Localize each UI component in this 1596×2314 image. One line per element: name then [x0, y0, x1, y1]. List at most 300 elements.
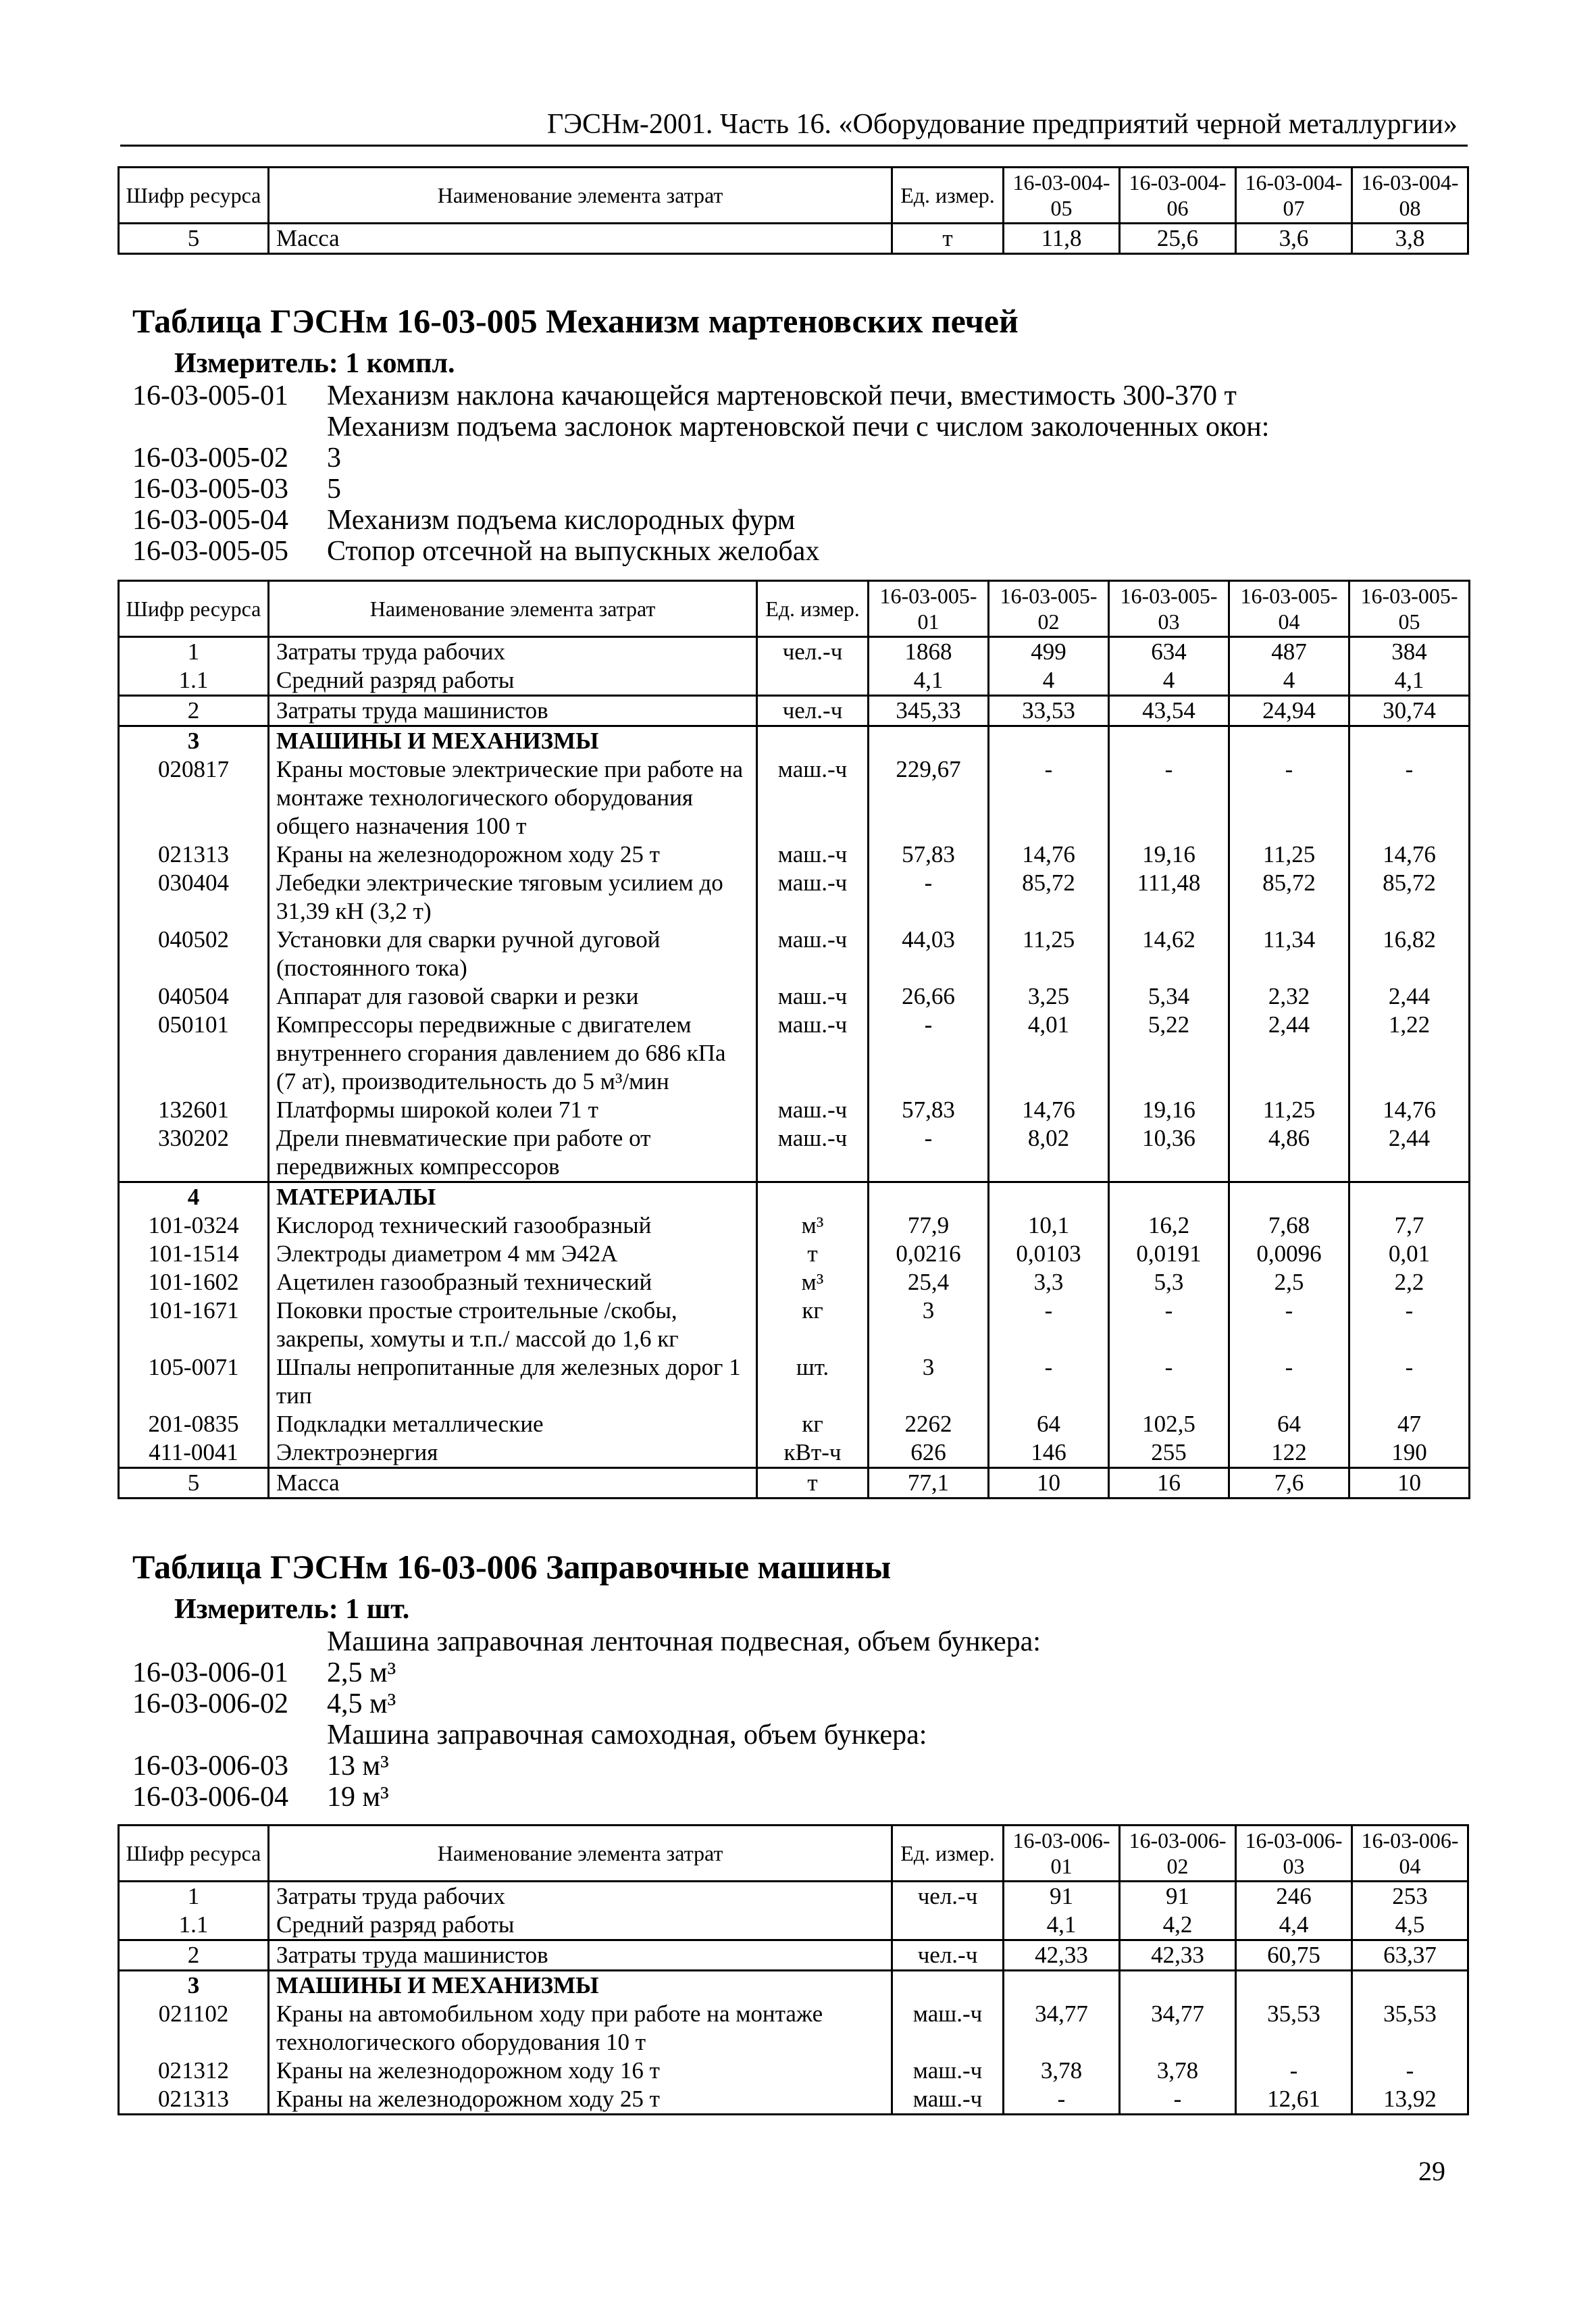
unit: т [757, 1468, 869, 1499]
table-row [119, 2000, 1468, 2057]
norm-value [1236, 1971, 1352, 2001]
norm-value: - [1109, 755, 1229, 840]
norm-value: 85,72 [1349, 869, 1470, 926]
norm-value: - [1109, 1353, 1229, 1410]
norm-value: 2262 [869, 1410, 989, 1438]
position-code: 16-03-006-03 [132, 1751, 288, 1782]
position-description: 4,5 м³ [327, 1688, 396, 1719]
norm-value [1229, 726, 1349, 756]
cost-element-name: Затраты труда машинистов [269, 1940, 892, 1971]
position-description: 3 [327, 443, 341, 474]
norm-value: 35,53 [1352, 2000, 1468, 2057]
resource-code: 1.1 [119, 666, 269, 696]
unit: т [757, 1240, 869, 1268]
col-header-name: Наименование элемента затрат [269, 581, 757, 637]
col-header-norm: 16-03-005-04 [1229, 581, 1349, 637]
resource-code: 040502 [119, 926, 269, 982]
resource-code: 101-1514 [119, 1240, 269, 1268]
table-row [119, 840, 1470, 869]
table-16-03-004-continuation [118, 166, 1469, 255]
col-header-norm: 16-03-005-03 [1109, 581, 1229, 637]
resource-code: 3 [119, 1971, 269, 2001]
col-header-norm: 16-03-004-05 [1004, 168, 1120, 224]
norm-value: 4 [989, 666, 1109, 696]
table-row [119, 1353, 1470, 1410]
position-description: 13 м³ [327, 1751, 389, 1782]
norm-value: 11,25 [1229, 840, 1349, 869]
unit: чел.-ч [892, 1940, 1004, 1971]
norm-value: 63,37 [1352, 1940, 1468, 1971]
norm-value: 229,67 [869, 755, 989, 840]
col-header-norm: 16-03-006-04 [1352, 1826, 1468, 1882]
norm-value: 77,9 [869, 1211, 989, 1240]
position-description: Машина заправочная ленточная подвесная, объем бункера: [327, 1626, 1041, 1657]
table-body [119, 1882, 1468, 2115]
table-row [119, 2085, 1468, 2115]
unit: чел.-ч [892, 1882, 1004, 1911]
cost-element-name: Лебедки электрические тяговым усилием до 31,39 кН (3,2 т) [269, 869, 757, 926]
cost-element-name: Платформы широкой колеи 71 т [269, 1096, 757, 1124]
norm-value [869, 1182, 989, 1212]
norm-value: 1868 [869, 637, 989, 667]
unit: т [892, 224, 1004, 254]
norm-value: 3 [869, 1297, 989, 1353]
col-header-norm: 16-03-004-07 [1236, 168, 1352, 224]
resource-code: 040504 [119, 982, 269, 1011]
unit [892, 1971, 1004, 2001]
norm-value: 34,77 [1120, 2000, 1236, 2057]
norm-value: 10,36 [1109, 1124, 1229, 1182]
cost-element-name: Краны на автомобильном ходу при работе на монтаже технологического оборудования 10 т [269, 2000, 892, 2057]
norm-value: 255 [1109, 1438, 1229, 1468]
table-row [119, 755, 1470, 840]
norm-value: 11,25 [1229, 1096, 1349, 1124]
norm-value: 19,16 [1109, 1096, 1229, 1124]
norm-value: 60,75 [1236, 1940, 1352, 1971]
norm-value: 0,0216 [869, 1240, 989, 1268]
table-row [119, 1882, 1468, 1911]
cost-element-name: Средний разряд работы [269, 1911, 892, 1940]
norm-value: 44,03 [869, 926, 989, 982]
norm-value: 2,44 [1229, 1011, 1349, 1096]
norm-value [989, 1182, 1109, 1212]
resource-code: 5 [119, 1468, 269, 1499]
position-code: 16-03-005-01 [132, 380, 288, 411]
norm-value: 14,76 [989, 1096, 1109, 1124]
norm-value: 4,1 [1004, 1911, 1120, 1940]
unit: маш.-ч [757, 1096, 869, 1124]
resource-code: 5 [119, 224, 269, 254]
norm-value: - [1229, 755, 1349, 840]
position-code: 16-03-005-04 [132, 505, 288, 536]
position-description: 19 м³ [327, 1782, 389, 1813]
norm-value: 91 [1120, 1882, 1236, 1911]
norm-value: 85,72 [1229, 869, 1349, 926]
table-row [119, 926, 1470, 982]
norm-value: 64 [1229, 1410, 1349, 1438]
col-header-name: Наименование элемента затрат [269, 1826, 892, 1882]
cost-element-name: Краны на железнодорожном ходу 25 т [269, 2085, 892, 2115]
norm-value: 5,34 [1109, 982, 1229, 1011]
norm-value: - [869, 1124, 989, 1182]
col-header-norm: 16-03-006-01 [1004, 1826, 1120, 1882]
norm-value: 4,1 [869, 666, 989, 696]
norm-value: 0,0191 [1109, 1240, 1229, 1268]
cost-element-name: Компрессоры передвижные с двигателем внутреннего сгорания давлением до 686 кПа (7 ат), производительность до 5 м³/мин [269, 1011, 757, 1096]
norm-value: 384 [1349, 637, 1470, 667]
norm-value: 10 [989, 1468, 1109, 1499]
norm-value: 1,22 [1349, 1011, 1470, 1096]
norm-value: - [1120, 2085, 1236, 2115]
norm-value: 19,16 [1109, 840, 1229, 869]
norm-value: 57,83 [869, 840, 989, 869]
norm-value: - [1109, 1297, 1229, 1353]
norm-value: - [989, 1297, 1109, 1353]
cost-element-name: МАТЕРИАЛЫ [269, 1182, 757, 1212]
norm-value: 42,33 [1120, 1940, 1236, 1971]
norm-value: 111,48 [1109, 869, 1229, 926]
norm-value: 2,2 [1349, 1268, 1470, 1297]
position-code: 16-03-005-05 [132, 536, 288, 567]
col-header-code: Шифр ресурса [119, 581, 269, 637]
norm-value: 47 [1349, 1410, 1470, 1438]
table-row [119, 1124, 1470, 1182]
norm-value: 8,02 [989, 1124, 1109, 1182]
norm-value: 3,78 [1120, 2057, 1236, 2085]
norm-value: 26,66 [869, 982, 989, 1011]
norm-value: 122 [1229, 1438, 1349, 1468]
col-header-code: Шифр ресурса [119, 168, 269, 224]
resource-code: 1 [119, 1882, 269, 1911]
norm-value: - [1236, 2057, 1352, 2085]
norm-value: 4,01 [989, 1011, 1109, 1096]
col-header-unit: Ед. измер. [757, 581, 869, 637]
position-description: Стопор отсечной на выпускных желобах [327, 536, 820, 567]
norm-value: 3 [869, 1353, 989, 1410]
resource-code: 2 [119, 1940, 269, 1971]
norm-value: 4,4 [1236, 1911, 1352, 1940]
norm-value: 345,33 [869, 696, 989, 726]
unit: маш.-ч [757, 1011, 869, 1096]
col-header-norm: 16-03-006-02 [1120, 1826, 1236, 1882]
norm-value: 25,4 [869, 1268, 989, 1297]
unit: маш.-ч [757, 869, 869, 926]
table-row [119, 726, 1470, 756]
col-header-norm: 16-03-006-03 [1236, 1826, 1352, 1882]
position-code: 16-03-005-02 [132, 443, 288, 474]
unit: м³ [757, 1268, 869, 1297]
cost-element-name: Аппарат для газовой сварки и резки [269, 982, 757, 1011]
norm-value: - [869, 1011, 989, 1096]
unit [892, 1911, 1004, 1940]
norm-value: 4,86 [1229, 1124, 1349, 1182]
position-description: 2,5 м³ [327, 1657, 396, 1688]
col-header-norm: 16-03-004-08 [1352, 168, 1468, 224]
unit: маш.-ч [757, 755, 869, 840]
table-row [119, 1096, 1470, 1124]
resource-code: 132601 [119, 1096, 269, 1124]
norm-value: 11,8 [1004, 224, 1120, 254]
norm-value: 12,61 [1236, 2085, 1352, 2115]
col-header-unit: Ед. измер. [892, 168, 1004, 224]
unit [757, 726, 869, 756]
table-16-03-005 [118, 580, 1470, 1499]
position-description: Механизм подъема кислородных фурм [327, 505, 796, 536]
cost-element-name: Поковки простые строительные /скобы, закрепы, хомуты и т.п./ массой до 1,6 кг [269, 1297, 757, 1353]
unit [757, 1182, 869, 1212]
norm-value: 30,74 [1349, 696, 1470, 726]
col-header-norm: 16-03-005-05 [1349, 581, 1470, 637]
cost-element-name: Краны на железнодорожном ходу 16 т [269, 2057, 892, 2085]
table-row [119, 2057, 1468, 2085]
unit: маш.-ч [892, 2000, 1004, 2057]
norm-value: 3,3 [989, 1268, 1109, 1297]
norm-value: 16,2 [1109, 1211, 1229, 1240]
norm-value: 487 [1229, 637, 1349, 667]
norm-value: 10 [1349, 1468, 1470, 1499]
table-row [119, 1240, 1470, 1268]
norm-value: 2,5 [1229, 1268, 1349, 1297]
unit: кВт-ч [757, 1438, 869, 1468]
cost-element-name: Масса [269, 224, 892, 254]
col-header-name: Наименование элемента затрат [269, 168, 892, 224]
norm-value: 16 [1109, 1468, 1229, 1499]
norm-value: 91 [1004, 1882, 1120, 1911]
table-row [119, 1268, 1470, 1297]
norm-value: 0,0103 [989, 1240, 1109, 1268]
norm-value: 7,68 [1229, 1211, 1349, 1240]
norm-value: - [989, 755, 1109, 840]
cost-element-name: Ацетилен газообразный технический [269, 1268, 757, 1297]
resource-code: 4 [119, 1182, 269, 1212]
position-description: 5 [327, 474, 341, 505]
table-row [119, 1011, 1470, 1096]
col-header-norm: 16-03-004-06 [1120, 168, 1236, 224]
resource-code: 021102 [119, 2000, 269, 2057]
table-row [119, 1468, 1470, 1499]
norm-value: 4,1 [1349, 666, 1470, 696]
norm-value: 2,32 [1229, 982, 1349, 1011]
position-description: Машина заправочная самоходная, объем бункера: [327, 1719, 927, 1751]
norm-value: 626 [869, 1438, 989, 1468]
table-row [119, 637, 1470, 667]
norm-value: - [1349, 1353, 1470, 1410]
norm-value: 85,72 [989, 869, 1109, 926]
resource-code: 411-0041 [119, 1438, 269, 1468]
resource-code: 201-0835 [119, 1410, 269, 1438]
cost-element-name: Электроэнергия [269, 1438, 757, 1468]
unit: чел.-ч [757, 696, 869, 726]
norm-value [1109, 1182, 1229, 1212]
resource-code: 101-0324 [119, 1211, 269, 1240]
table-body [119, 224, 1468, 254]
norm-value: 14,76 [989, 840, 1109, 869]
unit: маш.-ч [757, 982, 869, 1011]
unit: маш.-ч [757, 926, 869, 982]
unit: кг [757, 1410, 869, 1438]
norm-value [1229, 1182, 1349, 1212]
norm-value [869, 726, 989, 756]
unit [757, 666, 869, 696]
col-header-norm: 16-03-005-01 [869, 581, 989, 637]
cost-element-name: Кислород технический газообразный [269, 1211, 757, 1240]
cost-element-name: Средний разряд работы [269, 666, 757, 696]
norm-value: 190 [1349, 1438, 1470, 1468]
norm-value: 77,1 [869, 1468, 989, 1499]
col-header-norm: 16-03-005-02 [989, 581, 1109, 637]
resource-code: 050101 [119, 1011, 269, 1096]
resource-code: 101-1602 [119, 1268, 269, 1297]
norm-value: 33,53 [989, 696, 1109, 726]
norm-value: 7,6 [1229, 1468, 1349, 1499]
norm-value: 7,7 [1349, 1211, 1470, 1240]
norm-value: - [989, 1353, 1109, 1410]
page-number: 29 [1418, 2156, 1445, 2186]
cost-element-name: Масса [269, 1468, 757, 1499]
col-header-unit: Ед. измер. [892, 1826, 1004, 1882]
table-row [119, 1211, 1470, 1240]
table-row [119, 1182, 1470, 1212]
resource-code: 1 [119, 637, 269, 667]
norm-value: 57,83 [869, 1096, 989, 1124]
table-16-03-006 [118, 1824, 1469, 2115]
norm-value: 4,5 [1352, 1911, 1468, 1940]
norm-value: 35,53 [1236, 2000, 1352, 2057]
norm-value: 5,3 [1109, 1268, 1229, 1297]
norm-value: 34,77 [1004, 2000, 1120, 2057]
table-row [119, 1911, 1468, 1940]
unit: маш.-ч [757, 1124, 869, 1182]
cost-element-name: Установки для сварки ручной дуговой (постоянного тока) [269, 926, 757, 982]
norm-value: 2,44 [1349, 1124, 1470, 1182]
norm-value: 634 [1109, 637, 1229, 667]
norm-value: 4 [1109, 666, 1229, 696]
norm-value: 42,33 [1004, 1940, 1120, 1971]
cost-element-name: Затраты труда машинистов [269, 696, 757, 726]
cost-element-name: Подкладки металлические [269, 1410, 757, 1438]
norm-value: 64 [989, 1410, 1109, 1438]
norm-value: 13,92 [1352, 2085, 1468, 2115]
col-header-code: Шифр ресурса [119, 1826, 269, 1882]
norm-value: 4,2 [1120, 1911, 1236, 1940]
norm-value: 14,76 [1349, 840, 1470, 869]
position-description: Механизм подъема заслонок мартеновской печи с числом заколоченных окон: [327, 411, 1270, 443]
position-code: 16-03-006-01 [132, 1657, 288, 1688]
norm-value: 11,25 [989, 926, 1109, 982]
norm-value: 11,34 [1229, 926, 1349, 982]
norm-value: - [1229, 1297, 1349, 1353]
norm-value: 246 [1236, 1882, 1352, 1911]
norm-value: 3,78 [1004, 2057, 1120, 2085]
norm-value: - [1352, 2057, 1468, 2085]
norm-value: - [1349, 1297, 1470, 1353]
table-row [119, 1940, 1468, 1971]
cost-element-name: Дрели пневматические при работе от передвижных компрессоров [269, 1124, 757, 1182]
norm-value: 102,5 [1109, 1410, 1229, 1438]
resource-code: 330202 [119, 1124, 269, 1182]
norm-value: 14,76 [1349, 1096, 1470, 1124]
unit: кг [757, 1297, 869, 1353]
norm-value: 3,6 [1236, 224, 1352, 254]
table-row [119, 1297, 1470, 1353]
norm-value: 499 [989, 637, 1109, 667]
norm-value [1349, 726, 1470, 756]
cost-element-name: Краны на железнодорожном ходу 25 т [269, 840, 757, 869]
norm-value [1120, 1971, 1236, 2001]
table-row [119, 696, 1470, 726]
unit: чел.-ч [757, 637, 869, 667]
norm-value: 24,94 [1229, 696, 1349, 726]
position-code: 16-03-006-04 [132, 1782, 288, 1813]
norm-value [989, 726, 1109, 756]
unit: маш.-ч [757, 840, 869, 869]
norm-value: - [1349, 755, 1470, 840]
table-row [119, 1438, 1470, 1468]
cost-element-name: Затраты труда рабочих [269, 637, 757, 667]
norm-value: 16,82 [1349, 926, 1470, 982]
norm-value: - [869, 869, 989, 926]
table-row [119, 1971, 1468, 2001]
resource-code: 1.1 [119, 1911, 269, 1940]
norm-value: 25,6 [1120, 224, 1236, 254]
table-005-title: Таблица ГЭСНм 16-03-005 Механизм мартеновских печей [132, 302, 1019, 340]
position-description: Механизм наклона качающейся мартеновской печи, вместимость 300-370 т [327, 380, 1237, 411]
norm-value: 4 [1229, 666, 1349, 696]
cost-element-name: МАШИНЫ И МЕХАНИЗМЫ [269, 1971, 892, 2001]
resource-code: 030404 [119, 869, 269, 926]
position-code: 16-03-006-02 [132, 1688, 288, 1719]
norm-value: - [1229, 1353, 1349, 1410]
cost-element-name: Шпалы непропитанные для железных дорог 1 тип [269, 1353, 757, 1410]
unit: шт. [757, 1353, 869, 1410]
resource-code: 101-1671 [119, 1297, 269, 1353]
norm-value: - [1004, 2085, 1120, 2115]
resource-code: 020817 [119, 755, 269, 840]
norm-value: 3,8 [1352, 224, 1468, 254]
position-code: 16-03-005-03 [132, 474, 288, 505]
cost-element-name: МАШИНЫ И МЕХАНИЗМЫ [269, 726, 757, 756]
table-row [119, 224, 1468, 254]
cost-element-name: Краны мостовые электрические при работе на монтаже технологического оборудования общего назначения 100 т [269, 755, 757, 840]
cost-element-name: Электроды диаметром 4 мм Э42А [269, 1240, 757, 1268]
running-header: ГЭСНм-2001. Часть 16. «Оборудование предприятий черной металлургии» [547, 109, 1458, 140]
norm-value [1004, 1971, 1120, 2001]
norm-value: 10,1 [989, 1211, 1109, 1240]
resource-code: 105-0071 [119, 1353, 269, 1410]
norm-value: 146 [989, 1438, 1109, 1468]
unit: маш.-ч [892, 2085, 1004, 2115]
table-body [119, 637, 1470, 1499]
norm-value [1109, 726, 1229, 756]
header-rule [120, 145, 1468, 147]
norm-value: 3,25 [989, 982, 1109, 1011]
table-row [119, 666, 1470, 696]
table-005-measure: Измеритель: 1 компл. [174, 348, 455, 379]
resource-code: 021313 [119, 840, 269, 869]
norm-value [1349, 1182, 1470, 1212]
norm-value: 0,01 [1349, 1240, 1470, 1268]
resource-code: 021313 [119, 2085, 269, 2115]
norm-value: 5,22 [1109, 1011, 1229, 1096]
norm-value: 43,54 [1109, 696, 1229, 726]
norm-value: 2,44 [1349, 982, 1470, 1011]
table-006-measure: Измеритель: 1 шт. [174, 1594, 410, 1625]
table-row [119, 1410, 1470, 1438]
table-006-title: Таблица ГЭСНм 16-03-006 Заправочные машины [132, 1548, 892, 1586]
norm-value: 253 [1352, 1882, 1468, 1911]
resource-code: 021312 [119, 2057, 269, 2085]
resource-code: 3 [119, 726, 269, 756]
